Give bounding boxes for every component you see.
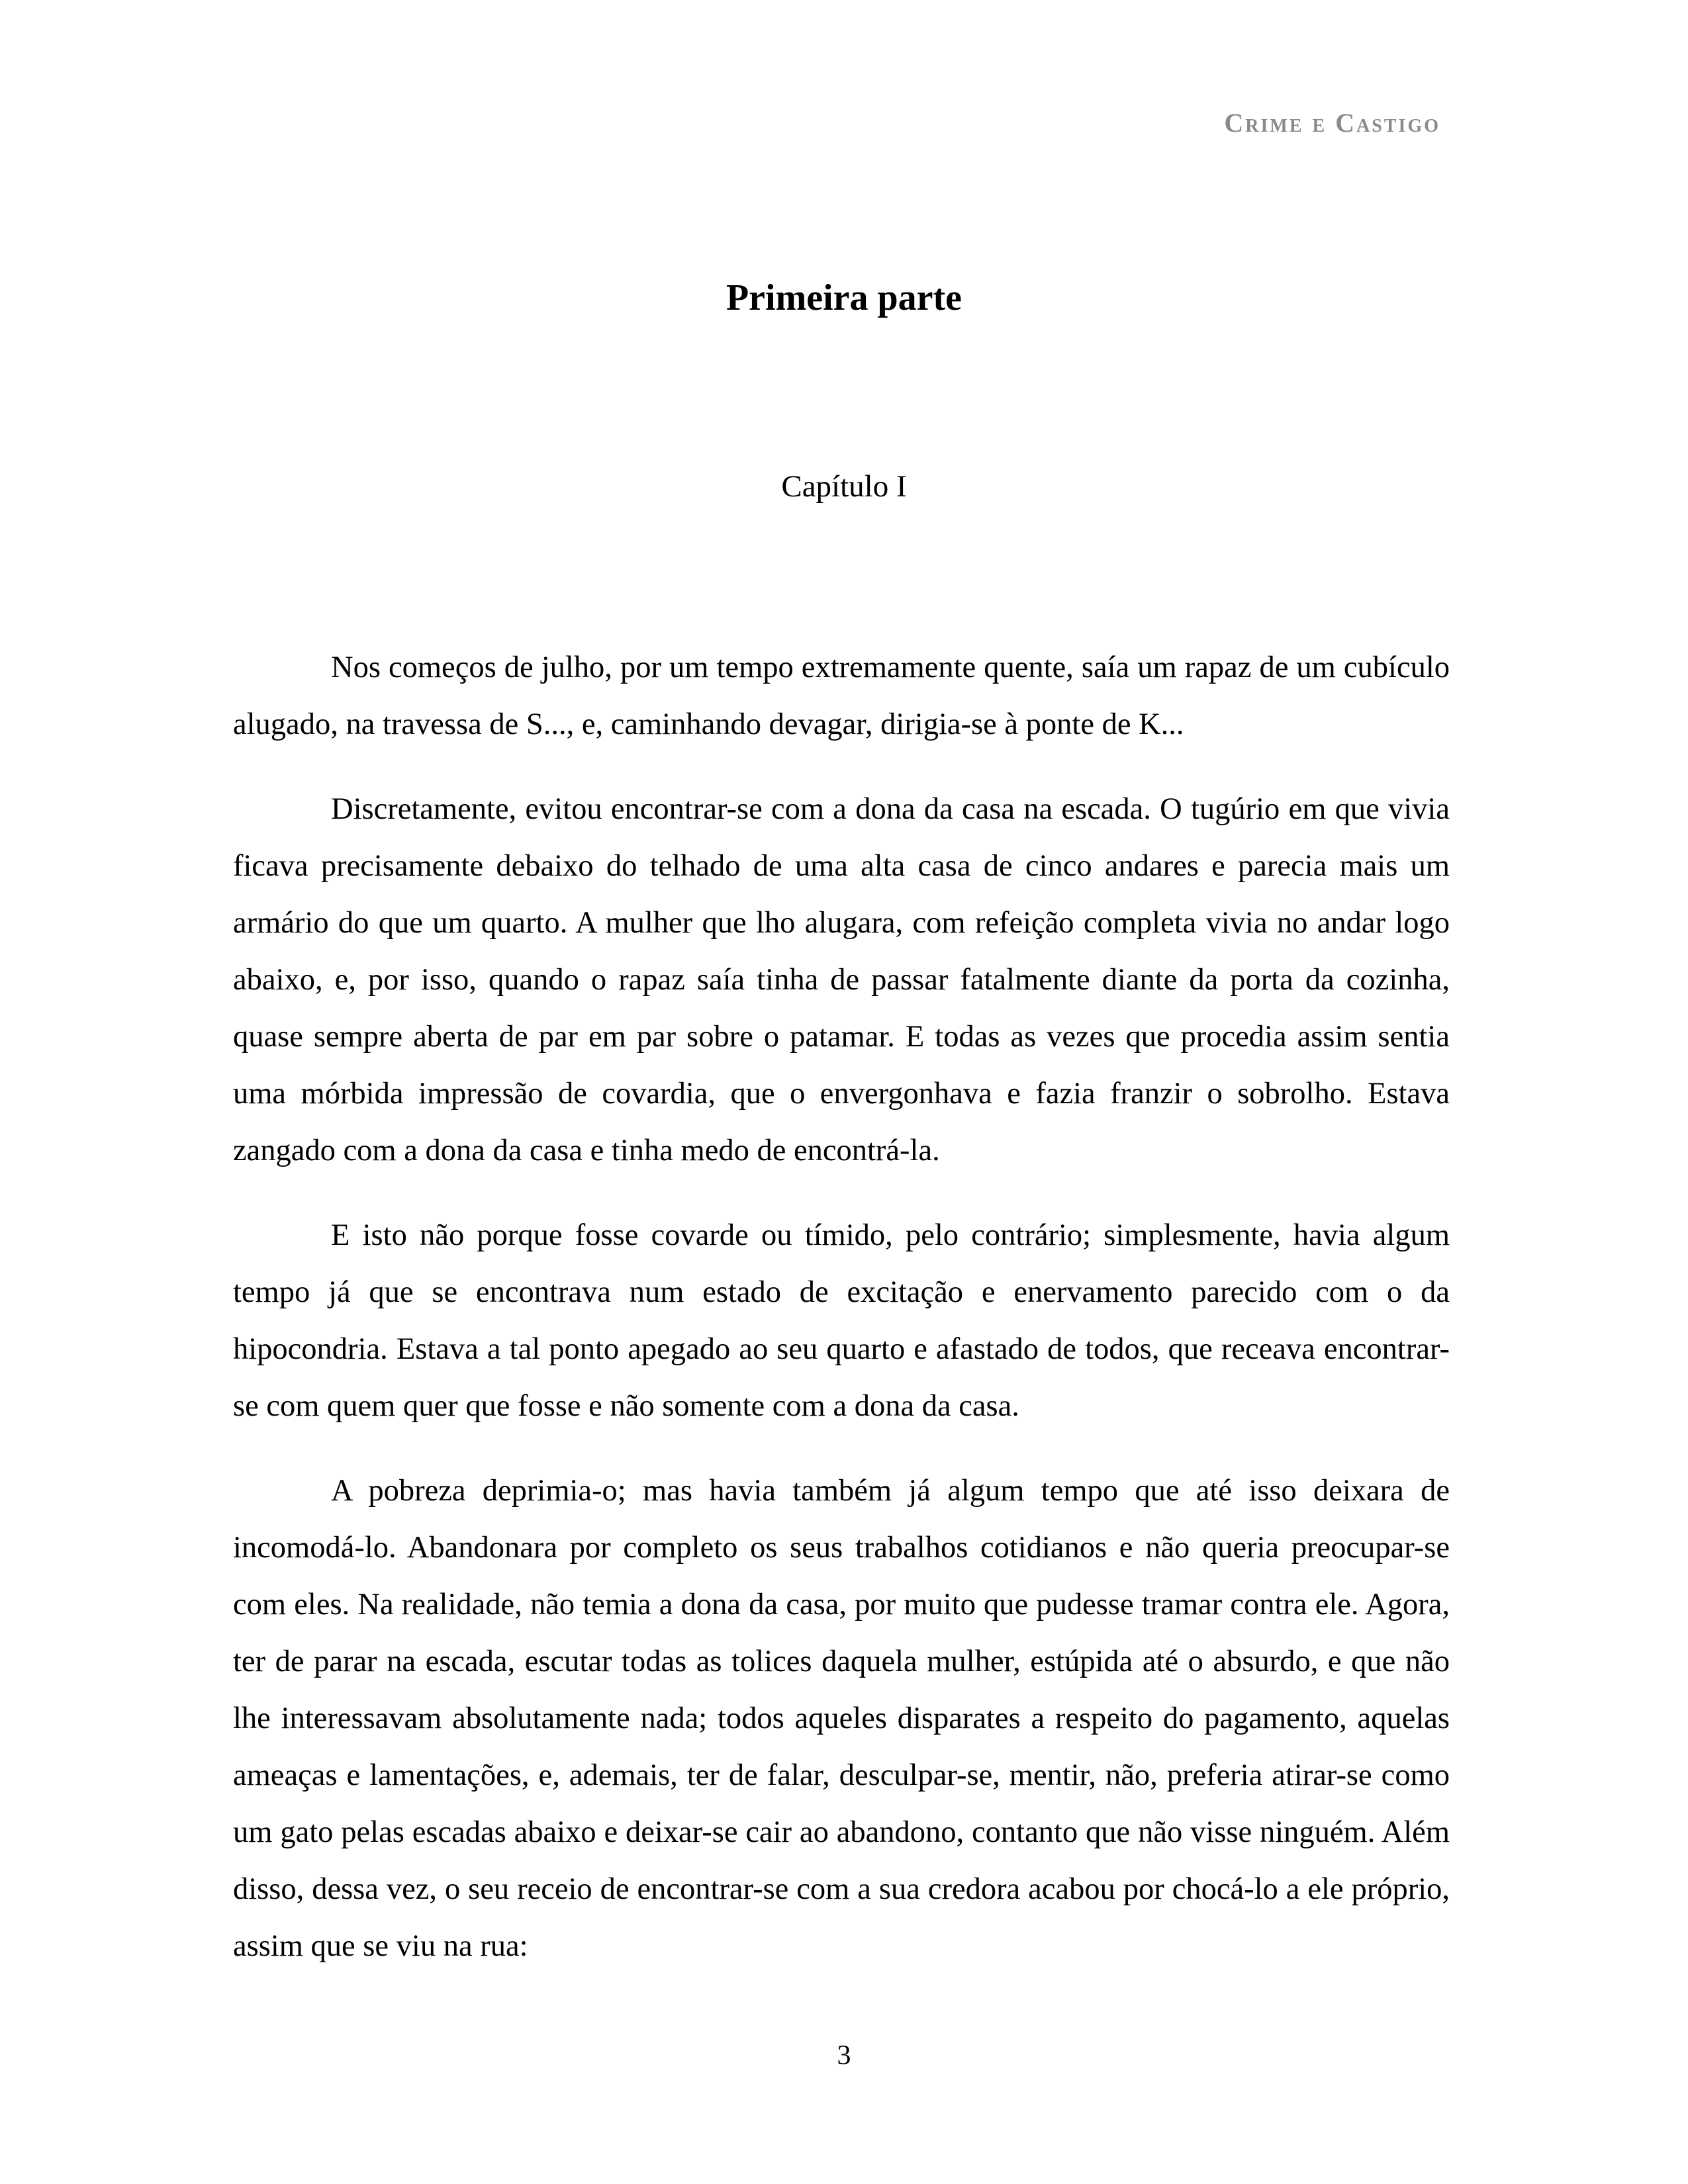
body-text (233, 639, 1450, 2003)
page-number: 3 (837, 2040, 851, 2071)
paragraph: E isto não porque fosse covarde ou tímido, pelo contrário; simplesmente, havia algum tempo já que se encontrava num estado de excitação e enervamento parecido com o da hipocondria. Estava a tal ponto apegado ao seu quarto e afastado de todos, que receava encontrar-se com quem quer que fosse e não somente com a dona da casa. (233, 1218, 1450, 1423)
part-title: Primeira parte (726, 277, 962, 318)
running-header: Crime e Castigo (1224, 108, 1440, 138)
paragraph: Discretamente, evitou encontrar-se com a dona da casa na escada. O tugúrio em que vivia ficava precisamente debaixo do telhado de uma alta casa de cinco andares e parecia mais um armário do que um quarto. A mulher que lho alugara, com refeição completa vivia no andar logo abaixo, e, por isso, quando o rapaz saía tinha de passar fatalmente diante da porta da cozinha, quase sempre aberta de par em par sobre o patamar. E todas as vezes que procedia assim sentia uma mórbida impressão de covardia, que o envergonhava e fazia franzir o sobrolho. Estava zangado com a dona da casa e tinha medo de encontrá-la. (233, 792, 1450, 1167)
chapter-title: Capítulo I (781, 469, 907, 504)
paragraph: Nos começos de julho, por um tempo extremamente quente, saía um rapaz de um cubículo alugado, na travessa de S..., e, caminhando devagar, dirigia-se à ponte de K... (233, 651, 1450, 741)
paragraph: A pobreza deprimia-o; mas havia também já algum tempo que até isso deixara de incomodá-lo. Abandonara por completo os seus trabalhos cotidianos e não queria preocupar-se com eles. Na realidade, não temia a dona da casa, por muito que pudesse tramar contra ele. Agora, ter de parar na escada, escutar todas as tolices daquela mulher, estúpida até o absurdo, e que não lhe interessavam absolutamente nada; todos aqueles disparates a respeito do pagamento, aquelas ameaças e lamentações, e, ademais, ter de falar, desculpar-se, mentir, não, preferia atirar-se como um gato pelas escadas abaixo e deixar-se cair ao abandono, contanto que não visse ninguém. Além disso, dessa vez, o seu receio de encontrar-se com a sua credora acabou por chocá-lo a ele próprio, assim que se viu na rua: (233, 1474, 1450, 1963)
